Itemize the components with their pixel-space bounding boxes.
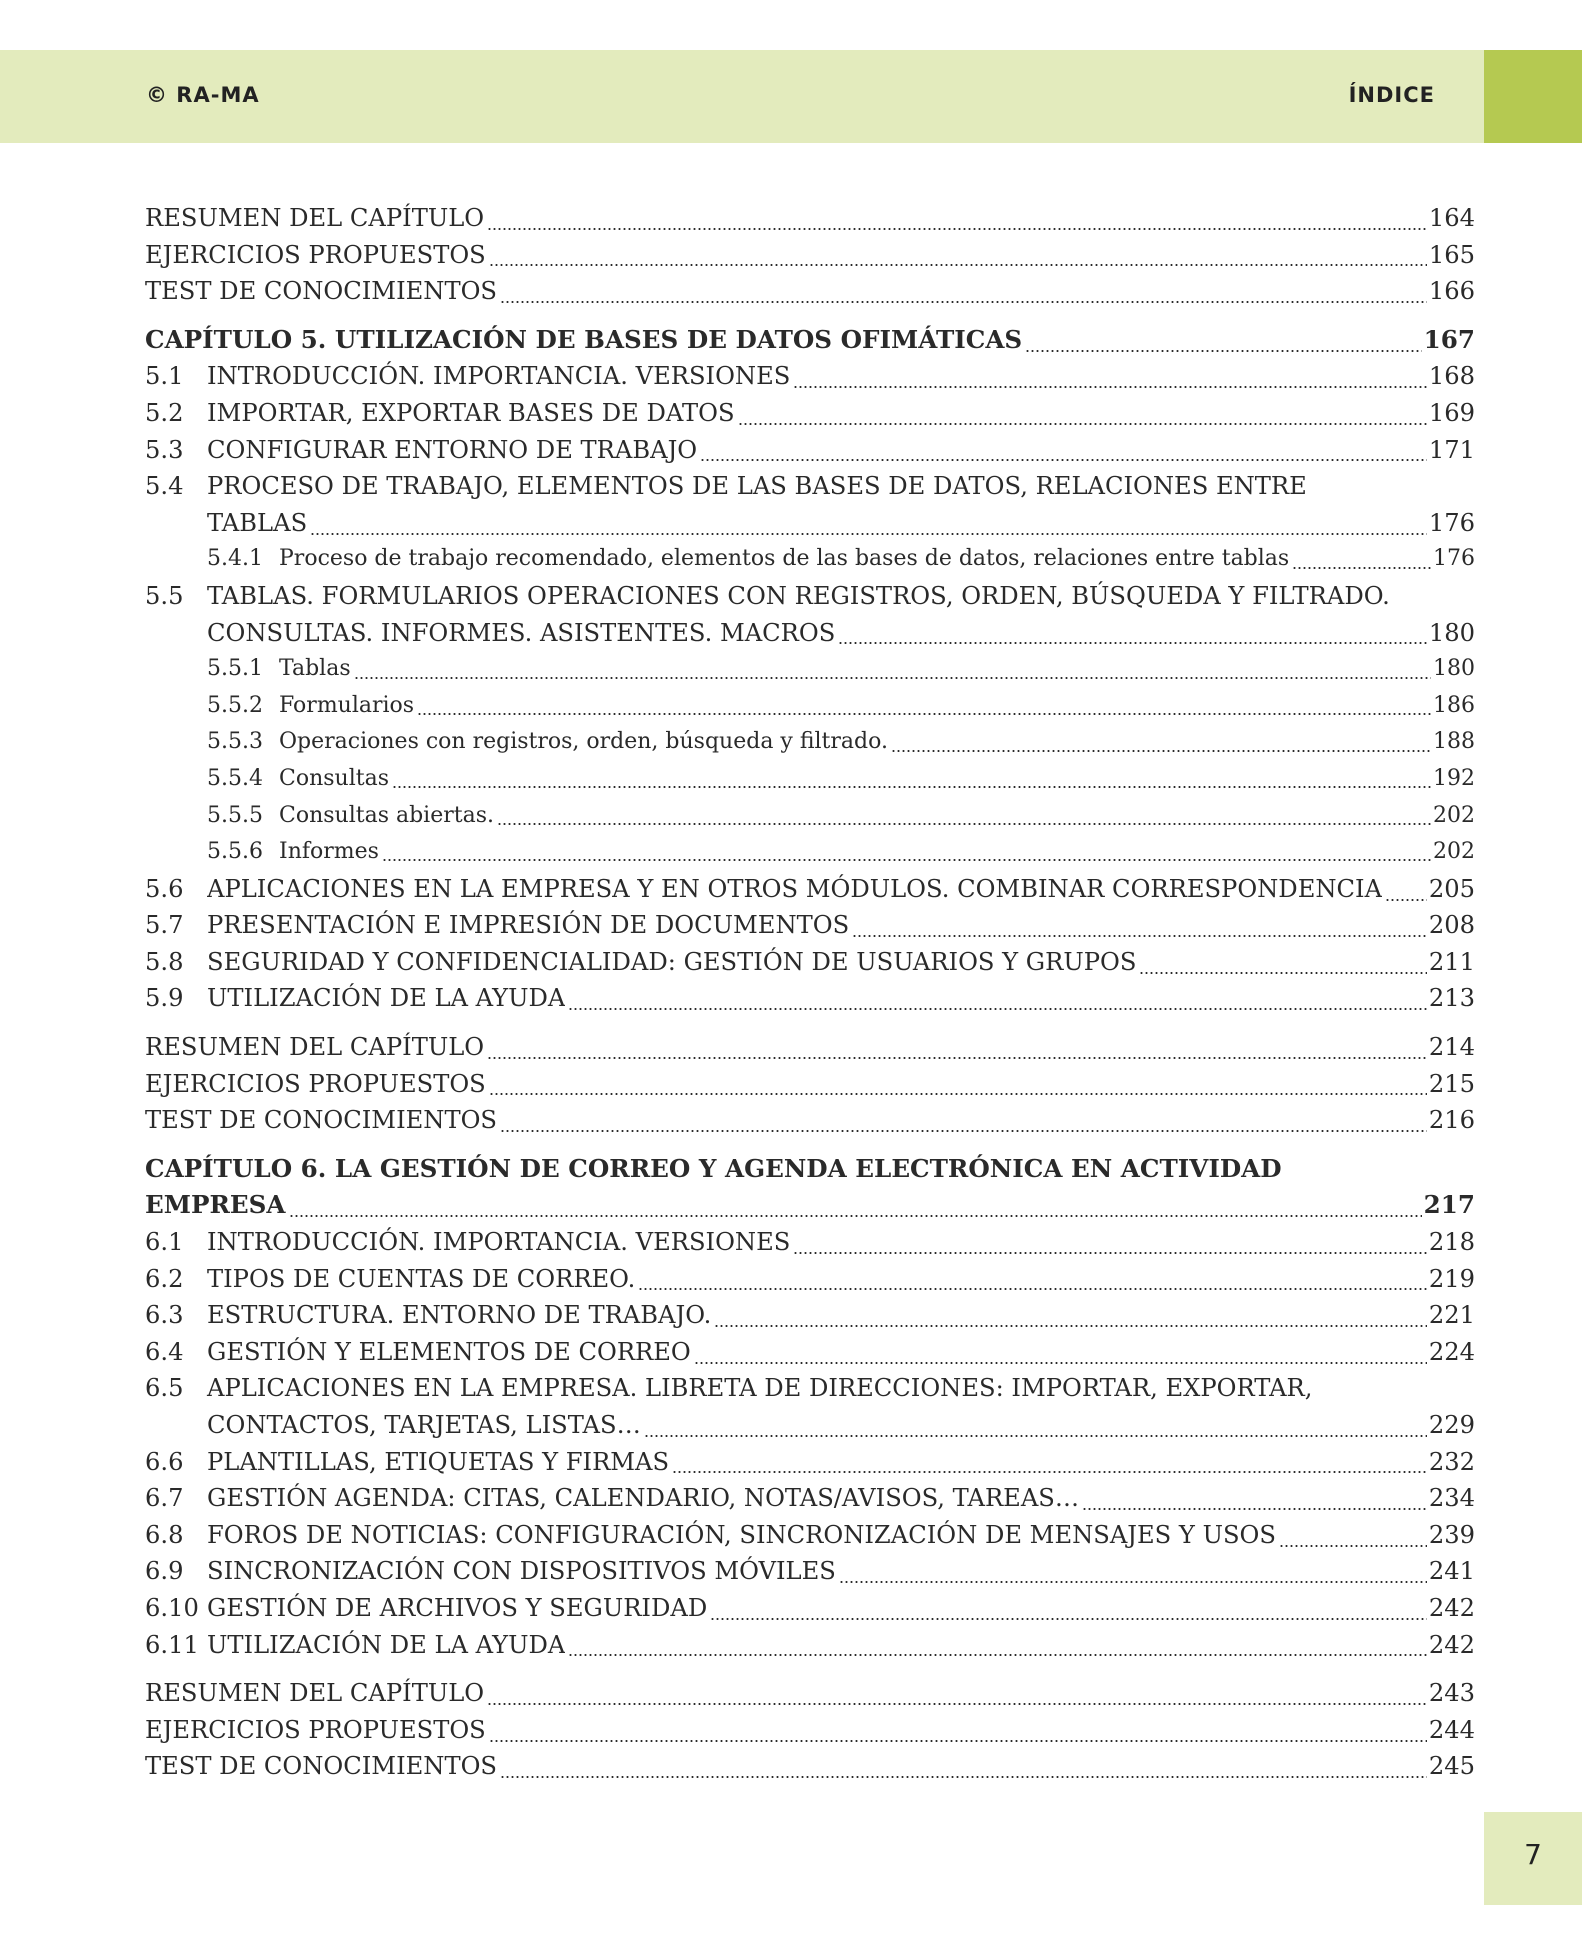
toc-entry-title: TIPOS DE CUENTAS DE CORREO. xyxy=(207,1264,636,1293)
toc-entry-title: RESUMEN DEL CAPÍTULO xyxy=(145,1679,485,1708)
toc-entry-number: 5.9 xyxy=(145,984,184,1013)
toc-entry-page: 208 xyxy=(1428,911,1475,940)
toc-entry-exercises[interactable] xyxy=(145,237,1475,274)
toc-entry-page: 242 xyxy=(1428,1593,1475,1622)
toc-entry-page: 165 xyxy=(1428,240,1475,269)
toc-entry-page: 205 xyxy=(1428,874,1475,903)
toc-entry[interactable] xyxy=(145,468,1475,505)
page-number: 7 xyxy=(1524,1838,1542,1871)
running-header xyxy=(0,50,1582,143)
toc-entry-page: 215 xyxy=(1428,1069,1475,1098)
toc-entry-number: 5.5.3 xyxy=(207,729,263,755)
toc-entry-title: SINCRONIZACIÓN CON DISPOSITIVOS MÓVILES xyxy=(207,1557,836,1586)
toc-entry-title: EJERCICIOS PROPUESTOS xyxy=(145,1069,486,1098)
toc-entry-page: 202 xyxy=(1433,802,1475,828)
toc-entry-page: 202 xyxy=(1433,839,1475,865)
toc-entry-title: RESUMEN DEL CAPÍTULO xyxy=(145,1033,485,1062)
toc-chapter-5[interactable] xyxy=(145,322,1475,359)
toc-entry[interactable] xyxy=(145,907,1475,944)
toc-entry-continuation[interactable] xyxy=(145,505,1475,542)
toc-entry-page: 217 xyxy=(1423,1190,1475,1220)
toc-entry-number: 6.9 xyxy=(145,1557,184,1586)
toc-entry[interactable] xyxy=(145,1517,1475,1554)
toc-entry-page: 176 xyxy=(1428,508,1475,537)
toc-entry-number: 6.7 xyxy=(145,1484,184,1513)
toc-entry-continuation[interactable] xyxy=(145,615,1475,652)
toc-entry-title: TEST DE CONOCIMIENTOS xyxy=(145,1752,497,1781)
toc-entry-test[interactable] xyxy=(145,1748,1475,1785)
toc-entry[interactable] xyxy=(145,1590,1475,1627)
toc-entry-title: CAPÍTULO 6. LA GESTIÓN DE CORREO Y AGENDA ELECTRÓNICA EN ACTIVIDAD xyxy=(145,1153,1282,1183)
toc-entry-summary[interactable] xyxy=(145,1029,1475,1066)
toc-entry-title: APLICACIONES EN LA EMPRESA Y EN OTROS MÓDULOS. COMBINAR CORRESPONDENCIA xyxy=(207,874,1383,903)
toc-entry-title: TEST DE CONOCIMIENTOS xyxy=(145,277,497,306)
toc-entry-page: 241 xyxy=(1428,1557,1475,1586)
toc-entry-page: 232 xyxy=(1428,1447,1475,1476)
toc-entry[interactable] xyxy=(145,1480,1475,1517)
toc-entry-title: Consultas xyxy=(279,765,389,791)
toc-entry-number: 5.4 xyxy=(145,472,184,501)
toc-entry-number: 5.5.6 xyxy=(207,839,263,865)
toc-entry-title: CONFIGURAR ENTORNO DE TRABAJO xyxy=(207,435,698,464)
toc-entry-number: 5.5.2 xyxy=(207,692,263,718)
toc-entry-title: Operaciones con registros, orden, búsqueda y filtrado. xyxy=(279,729,888,755)
toc-entry[interactable] xyxy=(145,980,1475,1017)
toc-entry[interactable] xyxy=(145,1261,1475,1298)
toc-entry-page: 245 xyxy=(1428,1752,1475,1781)
toc-entry-page: 239 xyxy=(1428,1520,1475,1549)
toc-entry-number: 5.7 xyxy=(145,911,184,940)
toc-entry-title: EJERCICIOS PROPUESTOS xyxy=(145,240,486,269)
toc-entry[interactable] xyxy=(145,358,1475,395)
toc-entry-title: PROCESO DE TRABAJO, ELEMENTOS DE LAS BASES DE DATOS, RELACIONES ENTRE xyxy=(207,472,1307,501)
toc-entry-page: 164 xyxy=(1428,204,1475,232)
toc-entry-title: PRESENTACIÓN E IMPRESIÓN DE DOCUMENTOS xyxy=(207,911,850,940)
publisher-label: © RA-MA xyxy=(146,83,260,107)
toc-entry[interactable] xyxy=(145,395,1475,432)
toc-entry-page: 243 xyxy=(1428,1679,1475,1708)
toc-entry[interactable] xyxy=(145,871,1475,908)
toc-entry-page: 218 xyxy=(1428,1228,1475,1257)
toc-entry-number: 5.1 xyxy=(145,362,184,391)
toc-entry[interactable] xyxy=(145,1297,1475,1334)
header-accent-tab xyxy=(1484,50,1582,143)
toc-entry-title: GESTIÓN DE ARCHIVOS Y SEGURIDAD xyxy=(207,1593,708,1622)
toc-subentry[interactable] xyxy=(145,834,1475,871)
toc-entry-page: 188 xyxy=(1433,729,1475,755)
toc-entry[interactable] xyxy=(145,1224,1475,1261)
toc-entry-title: Consultas abiertas. xyxy=(279,802,494,828)
toc-entry-title: ESTRUCTURA. ENTORNO DE TRABAJO. xyxy=(207,1301,712,1330)
toc-entry-number: 5.4.1 xyxy=(207,546,263,572)
toc-entry-test[interactable] xyxy=(145,273,1475,310)
toc-entry-title: FOROS DE NOTICIAS: CONFIGURACIÓN, SINCRONIZACIÓN DE MENSAJES Y USOS xyxy=(207,1520,1276,1549)
toc-entry-page: 211 xyxy=(1428,947,1475,976)
toc-entry-title: GESTIÓN Y ELEMENTOS DE CORREO xyxy=(207,1337,691,1366)
toc-entry-number: 6.10 xyxy=(145,1593,199,1622)
toc-entry-number: 6.2 xyxy=(145,1264,184,1293)
toc-entry-page: 168 xyxy=(1428,362,1475,391)
toc-entry-title: PLANTILLAS, ETIQUETAS Y FIRMAS xyxy=(207,1447,670,1476)
toc-entry-title: Informes xyxy=(279,839,379,865)
toc-entry-number: 5.6 xyxy=(145,874,184,903)
toc-entry-page: 229 xyxy=(1428,1411,1475,1439)
toc-entry-page: 219 xyxy=(1428,1264,1475,1293)
toc-entry-title: IMPORTAR, EXPORTAR BASES DE DATOS xyxy=(207,398,735,427)
page-number-box xyxy=(1484,1812,1582,1905)
toc-entry-page: 213 xyxy=(1428,984,1475,1013)
toc-entry-page: 169 xyxy=(1428,398,1475,427)
toc-entry-title: INTRODUCCIÓN. IMPORTANCIA. VERSIONES xyxy=(207,1228,791,1257)
toc-entry-number: 5.2 xyxy=(145,398,184,427)
toc-entry-title: UTILIZACIÓN DE LA AYUDA xyxy=(207,1630,566,1659)
toc-subentry[interactable] xyxy=(145,798,1475,835)
toc-entry-page: 242 xyxy=(1428,1630,1475,1659)
toc-entry-number: 6.11 xyxy=(145,1630,199,1659)
toc-entry[interactable] xyxy=(145,432,1475,469)
toc-entry-title: Tablas xyxy=(279,656,351,682)
toc-entry-title: CAPÍTULO 5. UTILIZACIÓN DE BASES DE DATOS OFIMÁTICAS xyxy=(145,324,1023,354)
toc-entry[interactable] xyxy=(145,1334,1475,1371)
toc-entry-summary[interactable] xyxy=(145,200,1475,237)
toc-subentry[interactable] xyxy=(145,761,1475,798)
toc-entry-title: SEGURIDAD Y CONFIDENCIALIDAD: GESTIÓN DE USUARIOS Y GRUPOS xyxy=(207,947,1137,976)
toc-entry-summary[interactable] xyxy=(145,1675,1475,1712)
toc-entry-title: INTRODUCCIÓN. IMPORTANCIA. VERSIONES xyxy=(207,362,791,391)
toc-subentry[interactable] xyxy=(145,688,1475,725)
toc-entry-number: 6.1 xyxy=(145,1228,184,1257)
toc-entry-title-cont: CONSULTAS. INFORMES. ASISTENTES. MACROS xyxy=(207,618,836,647)
toc-entry-number: 6.3 xyxy=(145,1301,184,1330)
toc-entry-page: 180 xyxy=(1428,618,1475,647)
toc-entry[interactable] xyxy=(145,1627,1475,1664)
toc-subentry[interactable] xyxy=(145,541,1475,578)
toc-entry-number: 5.5.4 xyxy=(207,765,263,791)
toc-entry-page: 166 xyxy=(1428,277,1475,306)
toc-entry-title: GESTIÓN AGENDA: CITAS, CALENDARIO, NOTAS/AVISOS, TAREAS… xyxy=(207,1484,1080,1513)
toc-entry[interactable] xyxy=(145,944,1475,981)
toc-subentry[interactable] xyxy=(145,724,1475,761)
section-label: ÍNDICE xyxy=(1348,83,1435,107)
toc-entry[interactable] xyxy=(145,1370,1475,1407)
toc-chapter-6-continuation[interactable] xyxy=(145,1187,1475,1224)
toc-entry-page: 234 xyxy=(1428,1484,1475,1513)
toc-entry-title: TABLAS. FORMULARIOS OPERACIONES CON REGISTROS, ORDEN, BÚSQUEDA Y FILTRADO. xyxy=(207,581,1390,610)
toc-entry-page: 167 xyxy=(1423,324,1475,354)
toc-entry-page: 244 xyxy=(1428,1715,1475,1744)
toc-entry-number: 6.8 xyxy=(145,1520,184,1549)
toc-entry-number: 5.5.1 xyxy=(207,656,263,682)
toc-entry-number: 5.8 xyxy=(145,947,184,976)
toc-entry-title: RESUMEN DEL CAPÍTULO xyxy=(145,204,485,232)
toc-entry-exercises[interactable] xyxy=(145,1066,1475,1103)
toc-entry-number: 5.3 xyxy=(145,435,184,464)
toc-entry-continuation[interactable] xyxy=(145,1407,1475,1444)
toc-entry-title: Proceso de trabajo recomendado, elementos de las bases de datos, relaciones entre tablas xyxy=(279,546,1290,572)
toc-entry-title-cont: EMPRESA xyxy=(145,1190,286,1220)
toc-entry-title: UTILIZACIÓN DE LA AYUDA xyxy=(207,984,566,1013)
toc-entry-title: Formularios xyxy=(279,692,415,718)
toc-chapter-6[interactable] xyxy=(145,1151,1475,1188)
toc-entry-page: 216 xyxy=(1428,1106,1475,1135)
toc-entry-page: 221 xyxy=(1428,1301,1475,1330)
toc-entry-page: 192 xyxy=(1433,765,1475,791)
table-of-contents xyxy=(145,200,1475,1785)
toc-entry-title: EJERCICIOS PROPUESTOS xyxy=(145,1715,486,1744)
toc-entry-page: 171 xyxy=(1428,435,1475,464)
toc-entry-page: 214 xyxy=(1428,1033,1475,1062)
toc-subentry[interactable] xyxy=(145,651,1475,688)
toc-entry-page: 186 xyxy=(1433,692,1475,718)
toc-entry-title-cont: CONTACTOS, TARJETAS, LISTAS… xyxy=(207,1411,641,1439)
toc-entry[interactable] xyxy=(145,1444,1475,1481)
toc-entry-number: 5.5 xyxy=(145,581,184,610)
toc-entry-title: TEST DE CONOCIMIENTOS xyxy=(145,1106,497,1135)
toc-entry-page: 176 xyxy=(1433,546,1475,572)
toc-entry-number: 6.5 xyxy=(145,1374,184,1403)
toc-entry-number: 5.5.5 xyxy=(207,802,263,828)
toc-entry[interactable] xyxy=(145,1553,1475,1590)
toc-entry-number: 6.4 xyxy=(145,1337,184,1366)
toc-entry-title: APLICACIONES EN LA EMPRESA. LIBRETA DE DIRECCIONES: IMPORTAR, EXPORTAR, xyxy=(207,1374,1313,1403)
toc-entry-number: 6.6 xyxy=(145,1447,184,1476)
toc-entry-page: 180 xyxy=(1433,656,1475,682)
toc-entry-test[interactable] xyxy=(145,1102,1475,1139)
toc-entry-page: 224 xyxy=(1428,1337,1475,1366)
toc-entry-exercises[interactable] xyxy=(145,1712,1475,1749)
toc-entry-title-cont: TABLAS xyxy=(207,508,308,537)
toc-entry[interactable] xyxy=(145,578,1475,615)
